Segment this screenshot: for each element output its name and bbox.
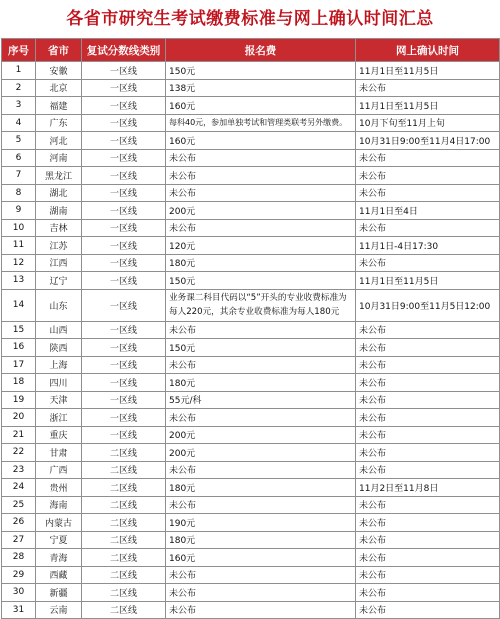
cell-fee: 150元 [166, 339, 356, 357]
cell-fee: 180元 [166, 479, 356, 497]
cell-fee: 未公布 [166, 167, 356, 185]
cell-province: 河北 [36, 132, 82, 150]
cell-fee: 160元 [166, 97, 356, 115]
cell-line: 二区线 [82, 444, 166, 462]
cell-line: 一区线 [82, 79, 166, 97]
cell-line: 二区线 [82, 549, 166, 567]
cell-fee: 未公布 [166, 566, 356, 584]
cell-province: 浙江 [36, 409, 82, 427]
table-row [2, 184, 500, 202]
cell-num: 7 [2, 167, 36, 185]
cell-fee: 未公布 [166, 409, 356, 427]
cell-fee: 138元 [166, 79, 356, 97]
cell-num: 28 [2, 549, 36, 567]
cell-num: 2 [2, 79, 36, 97]
cell-time: 未公布 [356, 167, 500, 185]
cell-province: 安徽 [36, 62, 82, 80]
table-row [2, 426, 500, 444]
cell-line: 一区线 [82, 374, 166, 392]
table-row [2, 62, 500, 80]
cell-fee: 未公布 [166, 461, 356, 479]
cell-line: 二区线 [82, 584, 166, 602]
cell-fee: 未公布 [166, 321, 356, 339]
cell-line: 一区线 [82, 272, 166, 290]
cell-time: 未公布 [356, 149, 500, 167]
cell-line: 一区线 [82, 426, 166, 444]
cell-time: 11月1日-4日17:30 [356, 237, 500, 255]
cell-fee: 200元 [166, 426, 356, 444]
cell-line: 一区线 [82, 114, 166, 132]
table-row [2, 601, 500, 619]
cell-fee: 未公布 [166, 601, 356, 619]
cell-fee: 160元 [166, 132, 356, 150]
cell-province: 青海 [36, 549, 82, 567]
cell-province: 福建 [36, 97, 82, 115]
cell-fee: 120元 [166, 237, 356, 255]
fee-table [1, 38, 500, 619]
cell-line: 一区线 [82, 321, 166, 339]
cell-line: 一区线 [82, 254, 166, 272]
cell-province: 重庆 [36, 426, 82, 444]
table-row [2, 461, 500, 479]
cell-line: 一区线 [82, 62, 166, 80]
table-row [2, 132, 500, 150]
cell-province: 四川 [36, 374, 82, 392]
cell-fee: 未公布 [166, 184, 356, 202]
cell-fee: 180元 [166, 374, 356, 392]
cell-time: 未公布 [356, 496, 500, 514]
cell-fee: 150元 [166, 62, 356, 80]
cell-line: 一区线 [82, 237, 166, 255]
cell-num: 15 [2, 321, 36, 339]
cell-time: 未公布 [356, 601, 500, 619]
table-row [2, 289, 500, 321]
table-row [2, 479, 500, 497]
cell-num: 31 [2, 601, 36, 619]
cell-line: 一区线 [82, 202, 166, 220]
cell-fee: 未公布 [166, 584, 356, 602]
cell-num: 27 [2, 531, 36, 549]
cell-num: 5 [2, 132, 36, 150]
cell-province: 广西 [36, 461, 82, 479]
cell-province: 辽宁 [36, 272, 82, 290]
cell-num: 29 [2, 566, 36, 584]
cell-fee: 55元/科 [166, 391, 356, 409]
table-row [2, 584, 500, 602]
cell-num: 17 [2, 356, 36, 374]
cell-province: 北京 [36, 79, 82, 97]
table-row [2, 149, 500, 167]
cell-province: 江西 [36, 254, 82, 272]
cell-line: 二区线 [82, 496, 166, 514]
cell-time: 未公布 [356, 321, 500, 339]
cell-num: 4 [2, 114, 36, 132]
cell-province: 湖南 [36, 202, 82, 220]
cell-line: 一区线 [82, 167, 166, 185]
cell-province: 贵州 [36, 479, 82, 497]
cell-line: 一区线 [82, 409, 166, 427]
table-row [2, 339, 500, 357]
cell-fee: 190元 [166, 514, 356, 532]
cell-time: 未公布 [356, 184, 500, 202]
cell-time: 未公布 [356, 444, 500, 462]
cell-province: 甘肃 [36, 444, 82, 462]
cell-province: 内蒙古 [36, 514, 82, 532]
cell-line: 二区线 [82, 566, 166, 584]
cell-time: 未公布 [356, 584, 500, 602]
cell-time: 未公布 [356, 531, 500, 549]
cell-time: 未公布 [356, 566, 500, 584]
cell-time: 未公布 [356, 514, 500, 532]
cell-time: 10月31日9:00至11月4日17:00 [356, 132, 500, 150]
cell-time: 未公布 [356, 426, 500, 444]
cell-num: 19 [2, 391, 36, 409]
table-row [2, 409, 500, 427]
cell-num: 6 [2, 149, 36, 167]
cell-line: 一区线 [82, 149, 166, 167]
cell-num: 13 [2, 272, 36, 290]
cell-line: 一区线 [82, 289, 166, 321]
cell-time: 11月1日至11月5日 [356, 272, 500, 290]
header-line: 复试分数线类别 [82, 39, 166, 62]
cell-num: 16 [2, 339, 36, 357]
cell-province: 山西 [36, 321, 82, 339]
cell-time: 11月1日至11月5日 [356, 97, 500, 115]
header-num: 序号 [2, 39, 36, 62]
table-row [2, 549, 500, 567]
cell-fee: 业务课二科目代码以“5”开头的专业收费标准为每人220元，其余专业收费标准为每人180元 [166, 289, 356, 321]
cell-line: 一区线 [82, 132, 166, 150]
cell-num: 1 [2, 62, 36, 80]
table-row [2, 237, 500, 255]
cell-num: 11 [2, 237, 36, 255]
cell-province: 海南 [36, 496, 82, 514]
cell-fee: 180元 [166, 531, 356, 549]
header-fee: 报名费 [166, 39, 356, 62]
cell-time: 未公布 [356, 549, 500, 567]
cell-line: 一区线 [82, 97, 166, 115]
table-row [2, 566, 500, 584]
cell-fee: 未公布 [166, 356, 356, 374]
table-row [2, 514, 500, 532]
table-row [2, 356, 500, 374]
cell-province: 广东 [36, 114, 82, 132]
cell-num: 30 [2, 584, 36, 602]
cell-province: 江苏 [36, 237, 82, 255]
cell-province: 湖北 [36, 184, 82, 202]
table-row [2, 79, 500, 97]
cell-province: 黑龙江 [36, 167, 82, 185]
cell-time: 未公布 [356, 461, 500, 479]
cell-province: 宁夏 [36, 531, 82, 549]
cell-num: 12 [2, 254, 36, 272]
cell-time: 未公布 [356, 391, 500, 409]
cell-num: 22 [2, 444, 36, 462]
cell-province: 上海 [36, 356, 82, 374]
cell-time: 11月2日至11月8日 [356, 479, 500, 497]
cell-line: 二区线 [82, 601, 166, 619]
table-body [2, 62, 500, 619]
cell-num: 18 [2, 374, 36, 392]
cell-num: 3 [2, 97, 36, 115]
cell-province: 新疆 [36, 584, 82, 602]
header-time: 网上确认时间 [356, 39, 500, 62]
cell-line: 一区线 [82, 184, 166, 202]
cell-line: 一区线 [82, 391, 166, 409]
table-row [2, 97, 500, 115]
cell-province: 天津 [36, 391, 82, 409]
cell-fee: 180元 [166, 254, 356, 272]
cell-line: 二区线 [82, 461, 166, 479]
cell-num: 9 [2, 202, 36, 220]
header-province: 省市 [36, 39, 82, 62]
table-row [2, 531, 500, 549]
cell-fee: 未公布 [166, 496, 356, 514]
cell-time: 未公布 [356, 339, 500, 357]
cell-num: 21 [2, 426, 36, 444]
cell-time: 未公布 [356, 356, 500, 374]
cell-fee: 200元 [166, 444, 356, 462]
cell-province: 西藏 [36, 566, 82, 584]
cell-num: 14 [2, 289, 36, 321]
cell-time: 10月31日9:00至11月5日12:00 [356, 289, 500, 321]
cell-num: 20 [2, 409, 36, 427]
cell-line: 二区线 [82, 531, 166, 549]
cell-num: 24 [2, 479, 36, 497]
table-row [2, 219, 500, 237]
cell-time: 未公布 [356, 409, 500, 427]
cell-time: 未公布 [356, 374, 500, 392]
cell-time: 11月1日至4日 [356, 202, 500, 220]
cell-province: 陕西 [36, 339, 82, 357]
cell-fee: 未公布 [166, 219, 356, 237]
table-row [2, 374, 500, 392]
cell-line: 二区线 [82, 479, 166, 497]
cell-province: 河南 [36, 149, 82, 167]
table-row [2, 167, 500, 185]
cell-fee: 160元 [166, 549, 356, 567]
cell-time: 未公布 [356, 219, 500, 237]
cell-province: 山东 [36, 289, 82, 321]
cell-fee: 每科40元，参加单独考试和管理类联考另外缴费。 [166, 114, 356, 132]
cell-province: 吉林 [36, 219, 82, 237]
cell-line: 一区线 [82, 219, 166, 237]
table-row [2, 496, 500, 514]
table-row [2, 114, 500, 132]
cell-time: 未公布 [356, 254, 500, 272]
page-title: 各省市研究生考试缴费标准与网上确认时间汇总 [66, 9, 434, 29]
cell-line: 二区线 [82, 514, 166, 532]
table-row [2, 202, 500, 220]
cell-time: 10月下旬至11月上旬 [356, 114, 500, 132]
cell-num: 25 [2, 496, 36, 514]
table-row [2, 444, 500, 462]
table-row [2, 321, 500, 339]
cell-time: 未公布 [356, 79, 500, 97]
cell-num: 26 [2, 514, 36, 532]
cell-num: 8 [2, 184, 36, 202]
table-row [2, 254, 500, 272]
cell-num: 10 [2, 219, 36, 237]
cell-fee: 未公布 [166, 149, 356, 167]
cell-num: 23 [2, 461, 36, 479]
cell-line: 一区线 [82, 356, 166, 374]
cell-time: 11月1日至11月5日 [356, 62, 500, 80]
table-row [2, 272, 500, 290]
cell-fee: 200元 [166, 202, 356, 220]
table-row [2, 391, 500, 409]
cell-province: 云南 [36, 601, 82, 619]
table-header-row [2, 39, 500, 62]
cell-fee: 150元 [166, 272, 356, 290]
cell-line: 一区线 [82, 339, 166, 357]
